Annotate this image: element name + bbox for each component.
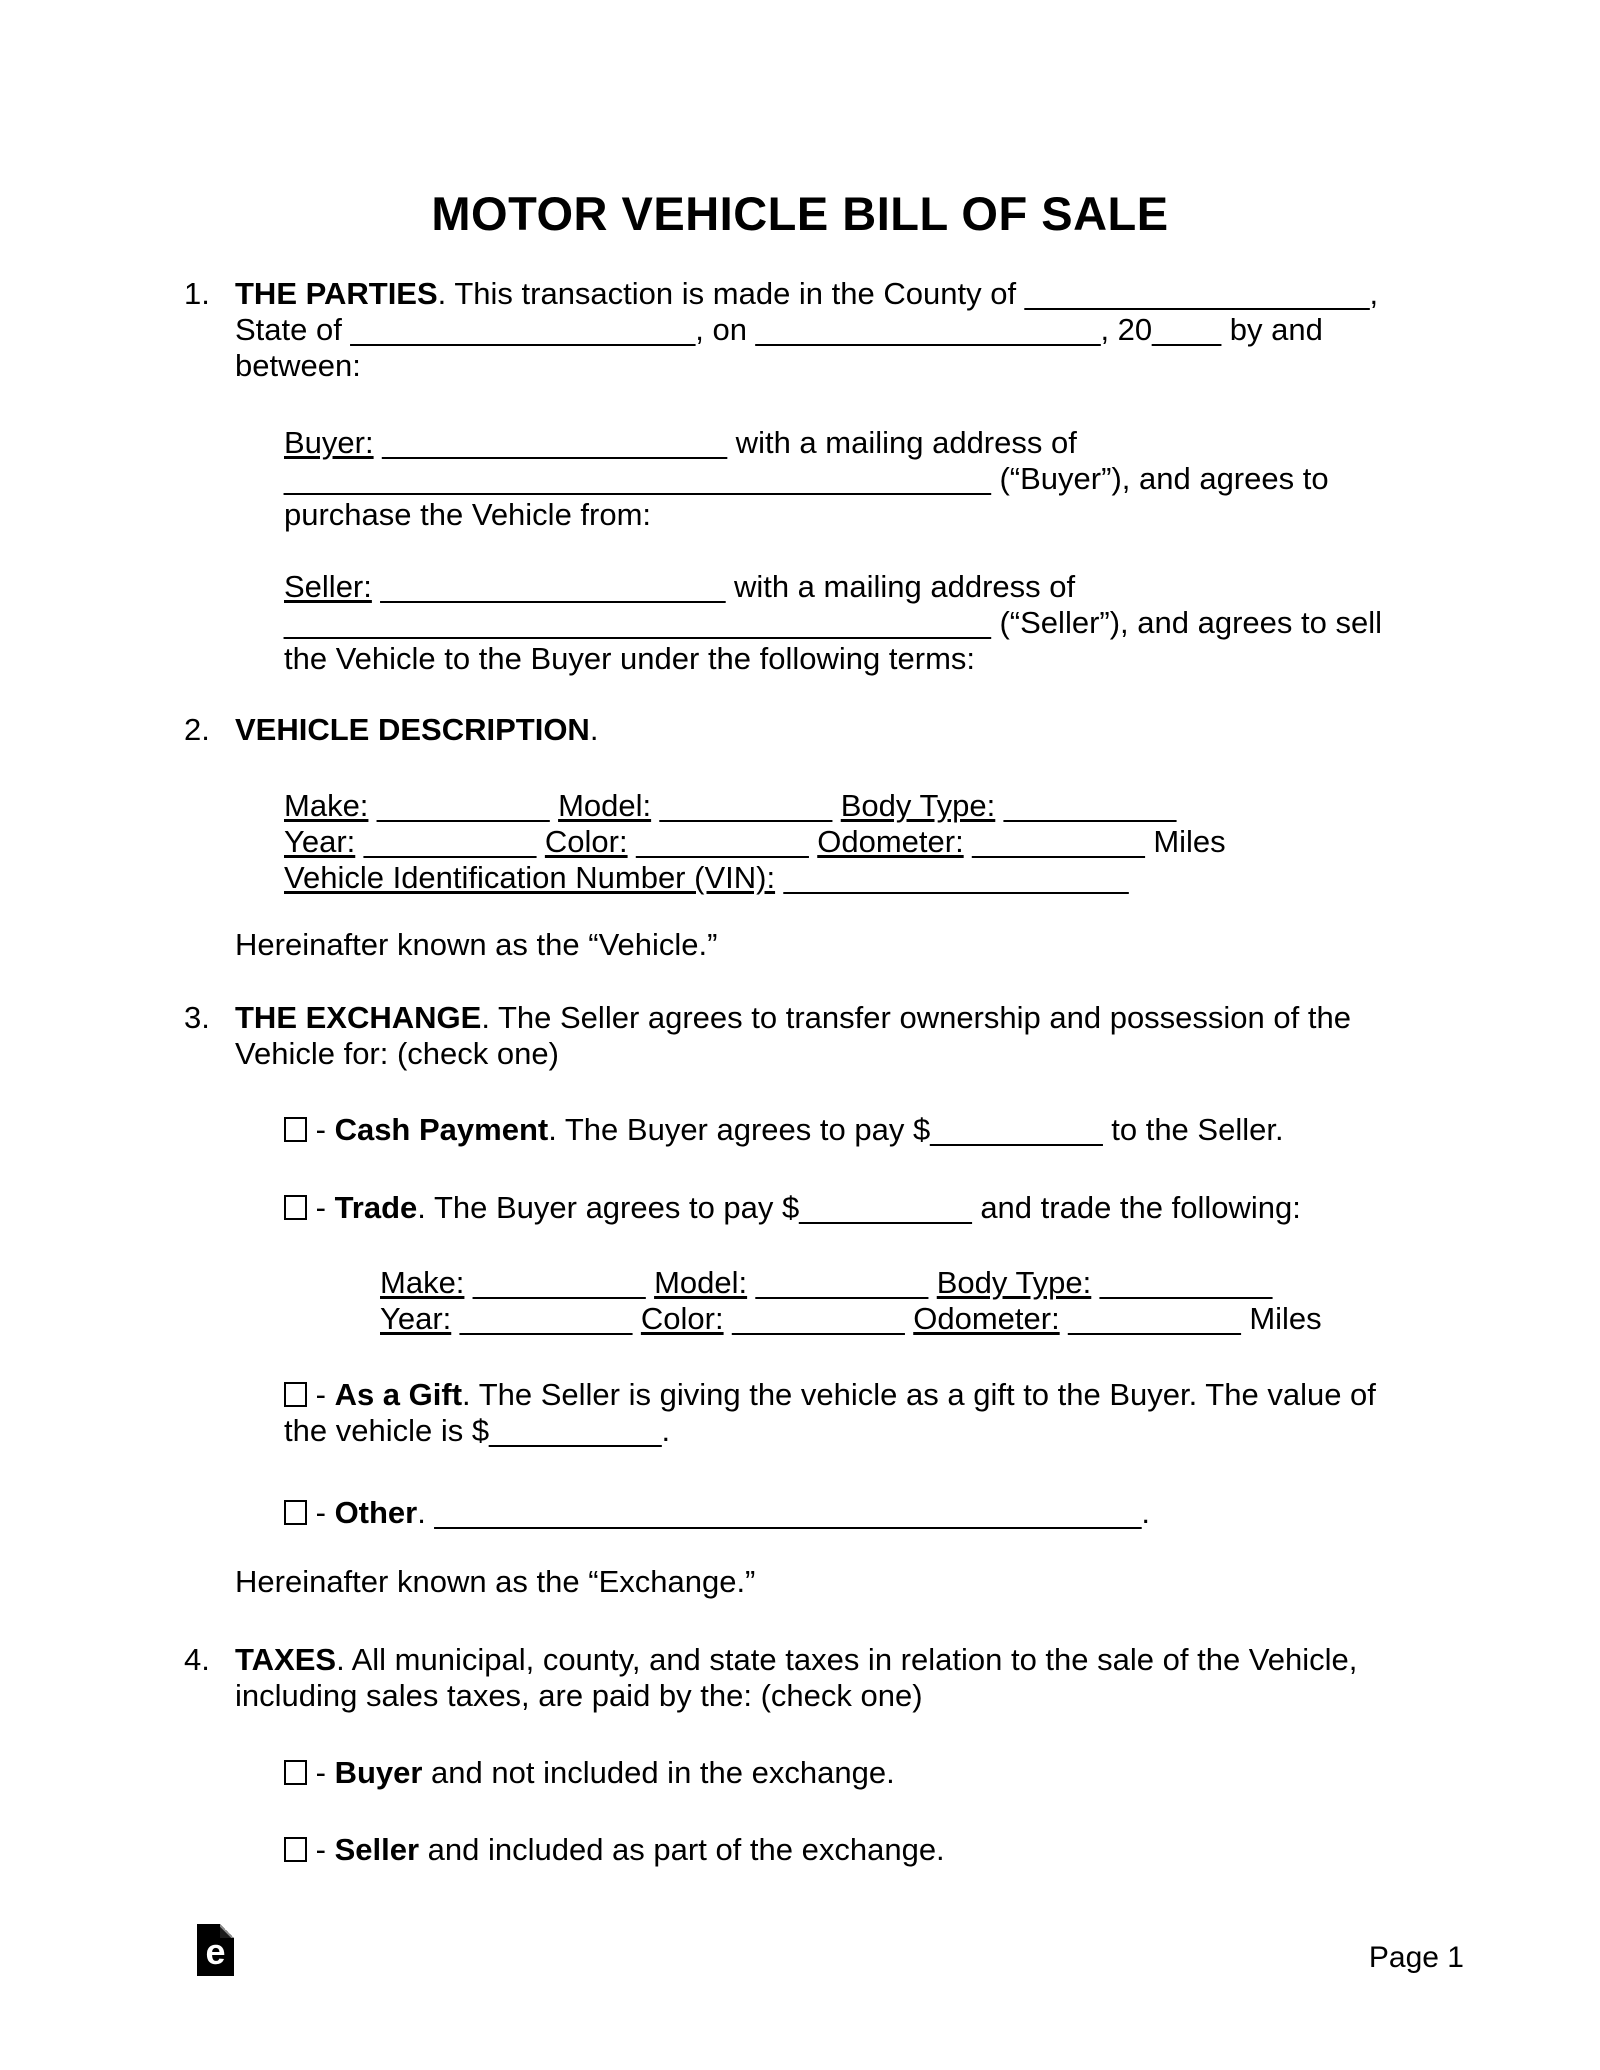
model-label: Model: — [558, 788, 652, 823]
eforms-logo-letter: e — [205, 1931, 226, 1972]
seller-paragraph — [0, 569, 1600, 677]
parties-heading: THE PARTIES — [235, 276, 438, 311]
trade-model-label: Model: — [654, 1265, 748, 1300]
option-gift — [0, 1377, 1600, 1449]
taxes-buyer-dash: - — [307, 1755, 335, 1790]
taxes-buyer-line — [284, 1755, 1500, 1791]
state-of-text: State of — [235, 312, 351, 347]
vin-label: Vehicle Identification Number (VIN): — [284, 860, 776, 895]
cash-payment-checkbox[interactable] — [284, 1117, 307, 1142]
eforms-logo-icon — [197, 1924, 234, 1976]
state-blank[interactable]: ____________________ — [350, 312, 696, 347]
parties-line1-text: . This transaction is made in the County of — [437, 276, 1025, 311]
cash-dash: - — [307, 1112, 335, 1147]
odometer-blank[interactable]: __________ Miles — [963, 824, 1226, 859]
vin-space — [775, 860, 784, 895]
section-exchange — [0, 1000, 1600, 1072]
model-blank[interactable]: __________ — [651, 788, 841, 823]
odometer-label: Odometer: — [817, 824, 964, 859]
seller-address-blank[interactable]: _________________________________________ — [284, 605, 991, 640]
buyer-line2-text: (“Buyer”), and agrees to — [990, 461, 1329, 496]
taxes-line1-text: . All municipal, county, and state taxes in relation to the sale of the Vehicle, — [336, 1642, 1358, 1677]
trade-body-type-label: Body Type: — [936, 1265, 1092, 1300]
gift-line-2 — [284, 1413, 1500, 1449]
year-blank[interactable]: ____ — [1152, 312, 1222, 347]
other-text: . — [417, 1495, 435, 1530]
page-number: Page 1 — [1368, 1941, 1464, 1974]
make-blank[interactable]: __________ — [368, 788, 559, 823]
trade-odometer-label: Odometer: — [913, 1301, 1060, 1336]
year-prefix-text: , 20 — [1100, 312, 1153, 347]
section-taxes — [0, 1642, 1600, 1714]
body-type-label: Body Type: — [840, 788, 996, 823]
exchange-line1-text: . The Seller agrees to transfer ownership and possession of the — [481, 1000, 1351, 1035]
trade-make-label: Make: — [380, 1265, 465, 1300]
section-parties-number: 1. — [184, 276, 210, 311]
taxes-option-buyer — [0, 1755, 1600, 1791]
vin-row — [284, 860, 1500, 896]
buyer-label: Buyer: — [284, 425, 374, 460]
gift-label: As a Gift — [334, 1377, 463, 1412]
make-label: Make: — [284, 788, 369, 823]
buyer-space — [374, 425, 383, 460]
section-vehicle-description — [0, 712, 1600, 748]
cash-label: Cash Payment — [334, 1112, 549, 1147]
other-dash: - — [307, 1495, 335, 1530]
on-text: , on — [695, 312, 756, 347]
color-blank[interactable]: __________ — [627, 824, 818, 859]
vin-blank[interactable]: ____________________ — [783, 860, 1129, 895]
gift-value-blank[interactable]: __________ — [489, 1413, 662, 1448]
trade-text-end: and trade the following: — [971, 1190, 1301, 1225]
option-other — [0, 1495, 1600, 1531]
county-blank[interactable]: ____________________ — [1024, 276, 1370, 311]
trade-vehicle-fields — [0, 1265, 1600, 1337]
hereinafter-exchange: Hereinafter known as the “Exchange.” — [235, 1564, 756, 1599]
taxes-seller-dash: - — [307, 1832, 335, 1867]
option-cash-payment — [0, 1112, 1600, 1148]
vehicle-row-2 — [284, 824, 1500, 860]
taxes-line-2: including sales taxes, are paid by the: (check one) — [235, 1678, 923, 1713]
gift-text: . The Seller is giving the vehicle as a gift to the Buyer. The value of — [462, 1377, 1376, 1412]
trade-row-2 — [380, 1301, 1500, 1337]
seller-label: Seller: — [284, 569, 372, 604]
exchange-line-2: Vehicle for: (check one) — [235, 1036, 559, 1071]
section-exchange-number: 3. — [184, 1000, 210, 1035]
hereinafter-vehicle: Hereinafter known as the “Vehicle.” — [235, 927, 718, 962]
date-blank[interactable]: ____________________ — [755, 312, 1101, 347]
buyer-line-2 — [284, 461, 1500, 497]
buyer-line-1 — [284, 425, 1500, 461]
taxes-buyer-label: Buyer — [334, 1755, 423, 1790]
trade-odometer-blank[interactable]: __________ Miles — [1059, 1301, 1322, 1336]
buyer-line-3: purchase the Vehicle from: — [284, 497, 652, 532]
section-parties — [0, 276, 1600, 384]
trade-line — [284, 1190, 1500, 1226]
gift-dash: - — [307, 1377, 335, 1412]
document-title: MOTOR VEHICLE BILL OF SALE — [431, 187, 1169, 240]
trade-dash: - — [307, 1190, 335, 1225]
vehicle-row-1 — [284, 788, 1500, 824]
taxes-option-seller — [0, 1832, 1600, 1868]
taxes-seller-line — [284, 1832, 1500, 1868]
seller-name-blank[interactable]: ____________________ — [380, 569, 726, 604]
vehicle-heading: VEHICLE DESCRIPTION — [235, 712, 590, 747]
year-field-blank[interactable]: __________ — [355, 824, 545, 859]
seller-line-3: the Vehicle to the Buyer under the following terms: — [284, 641, 976, 676]
trade-year-blank[interactable]: __________ — [451, 1301, 641, 1336]
taxes-seller-label: Seller — [334, 1832, 420, 1867]
taxes-buyer-checkbox[interactable] — [284, 1760, 307, 1785]
taxes-buyer-text: and not included in the exchange. — [422, 1755, 895, 1790]
parties-line-2 — [235, 312, 1500, 348]
section-vehicle-number: 2. — [184, 712, 210, 747]
trade-color-blank[interactable]: __________ — [723, 1301, 914, 1336]
taxes-seller-checkbox[interactable] — [284, 1837, 307, 1862]
gift-line-1 — [284, 1377, 1500, 1413]
trade-model-blank[interactable]: __________ — [747, 1265, 937, 1300]
gift-line2-period: . — [661, 1413, 671, 1448]
seller-space — [372, 569, 381, 604]
vehicle-heading-line — [235, 712, 1500, 748]
trade-make-blank[interactable]: __________ — [464, 1265, 655, 1300]
seller-line-1 — [284, 569, 1500, 605]
vehicle-heading-period: . — [589, 712, 599, 747]
trade-year-label: Year: — [380, 1301, 452, 1336]
taxes-line-1 — [235, 1642, 1500, 1678]
trade-amount-blank[interactable]: __________ — [799, 1190, 972, 1225]
option-trade — [0, 1190, 1600, 1226]
buyer-address-blank[interactable]: _________________________________________ — [284, 461, 991, 496]
taxes-heading: TAXES — [235, 1642, 337, 1677]
other-period: . — [1141, 1495, 1150, 1530]
cash-amount-blank[interactable]: __________ — [930, 1112, 1103, 1147]
trade-label: Trade — [334, 1190, 418, 1225]
color-label: Color: — [544, 824, 628, 859]
seller-line2-text: (“Seller”), and agrees to sell — [990, 605, 1382, 640]
parties-line1-comma: , — [1369, 276, 1379, 311]
year-label: Year: — [284, 824, 356, 859]
section-taxes-number: 4. — [184, 1642, 210, 1677]
exchange-heading: THE EXCHANGE — [235, 1000, 482, 1035]
other-label: Other — [334, 1495, 418, 1530]
cash-text: . The Buyer agrees to pay $ — [548, 1112, 931, 1147]
trade-row-1 — [380, 1265, 1500, 1301]
other-description-blank[interactable]: _________________________________________ — [434, 1495, 1142, 1530]
gift-line2-text: the vehicle is $ — [284, 1413, 490, 1448]
seller-line-2 — [284, 605, 1500, 641]
taxes-seller-text: and included as part of the exchange. — [419, 1832, 945, 1867]
buyer-name-blank[interactable]: ____________________ — [382, 425, 728, 460]
other-checkbox[interactable] — [284, 1500, 307, 1525]
body-type-blank[interactable]: __________ — [995, 788, 1177, 823]
other-line — [284, 1495, 1500, 1531]
trade-checkbox[interactable] — [284, 1195, 307, 1220]
seller-line1-text: with a mailing address of — [725, 569, 1076, 604]
vehicle-fields — [0, 788, 1600, 896]
exchange-line-1 — [235, 1000, 1500, 1036]
parties-line-3: between: — [235, 348, 361, 383]
buyer-paragraph — [0, 425, 1600, 533]
gift-checkbox[interactable] — [284, 1382, 307, 1407]
trade-body-type-blank[interactable]: __________ — [1091, 1265, 1273, 1300]
cash-line — [284, 1112, 1500, 1148]
trade-color-label: Color: — [640, 1301, 724, 1336]
buyer-line1-text: with a mailing address of — [727, 425, 1077, 460]
by-and-text: by and — [1221, 312, 1323, 347]
cash-text-end: to the Seller. — [1102, 1112, 1284, 1147]
trade-text: . The Buyer agrees to pay $ — [417, 1190, 800, 1225]
parties-line-1 — [235, 276, 1500, 312]
